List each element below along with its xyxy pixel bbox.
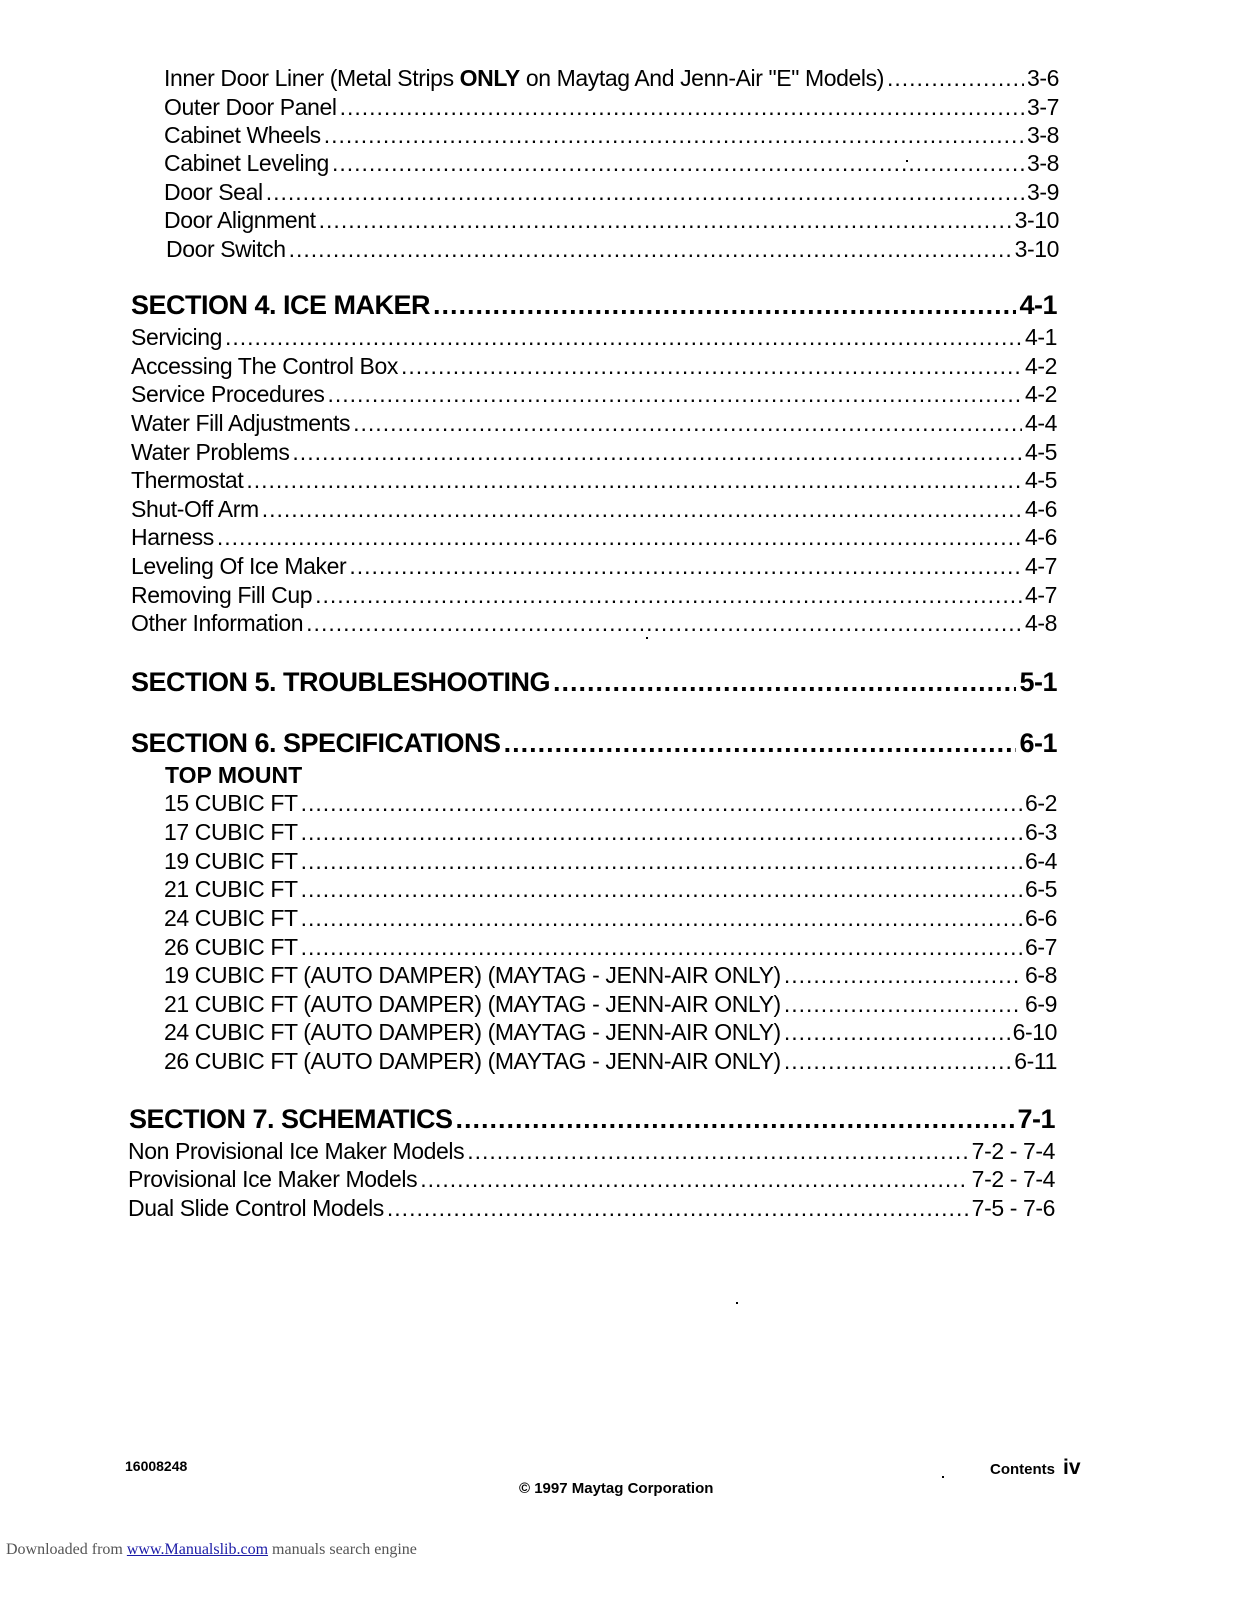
- toc-entry: [131, 610, 1057, 637]
- section-heading: [131, 728, 1057, 759]
- toc-entry-page: 4-6: [1024, 524, 1057, 550]
- toc-entry-label: Door Seal: [164, 179, 263, 205]
- contents-label: Contents: [990, 1461, 1055, 1478]
- toc-entry-label-cont: on Maytag And Jenn-Air "E" Models): [519, 65, 884, 91]
- toc-entry-label: Removing Fill Cup: [131, 582, 313, 608]
- toc-entry-page: 4-1: [1024, 324, 1057, 350]
- dot-leader: [324, 122, 1024, 149]
- dot-leader: [420, 1166, 968, 1193]
- toc-entry-page: 3-9: [1026, 179, 1059, 205]
- toc-entry-label: Outer Door Panel: [164, 94, 337, 120]
- dot-leader: [340, 94, 1024, 121]
- dot-leader: [387, 1195, 969, 1222]
- toc-entry: [164, 848, 1057, 875]
- toc-entry: [128, 1166, 1055, 1193]
- toc-entry: [164, 207, 1059, 234]
- toc-entry-label: 19 CUBIC FT (AUTO DAMPER) (MAYTAG - JENN-AIR ONLY): [164, 962, 781, 988]
- dot-leader: [784, 991, 1022, 1018]
- section-heading: [129, 1104, 1055, 1135]
- toc-entry-page: 7-2 - 7-4: [971, 1166, 1055, 1192]
- dot-leader: [328, 381, 1022, 408]
- dot-leader: [266, 179, 1024, 206]
- dot-leader: [353, 410, 1022, 437]
- toc-entry-page: 6-11: [1014, 1048, 1057, 1074]
- toc-entry: [164, 150, 1059, 177]
- dot-leader: [349, 553, 1022, 580]
- dot-leader: [401, 353, 1022, 380]
- dot-leader: [301, 876, 1022, 903]
- toc-entry-label: 19 CUBIC FT: [164, 848, 298, 874]
- toc-entry-label: Door Alignment: [164, 207, 316, 233]
- section-title: SECTION 6. SPECIFICATIONS: [131, 728, 501, 758]
- toc-entry-label: 15 CUBIC FT: [164, 790, 298, 816]
- toc-entry-label: 24 CUBIC FT: [164, 905, 298, 931]
- toc-entry-page: 6-7: [1024, 934, 1057, 960]
- toc-entry: [131, 582, 1057, 609]
- page-number: iv: [1063, 1456, 1081, 1479]
- dot-leader: [332, 150, 1024, 177]
- toc-entry-page: 6-9: [1024, 991, 1057, 1017]
- toc-entry-label: Dual Slide Control Models: [128, 1195, 384, 1221]
- section-title: SECTION 7. SCHEMATICS: [129, 1104, 453, 1134]
- toc-entry-page: 4-7: [1024, 582, 1057, 608]
- dot-leader: [467, 1138, 968, 1165]
- toc-entry-page: 4-2: [1024, 381, 1057, 407]
- toc-entry-label: Servicing: [131, 324, 222, 350]
- toc-entry-page: 4-5: [1024, 467, 1057, 493]
- dot-leader: [289, 236, 1012, 263]
- dot-leader: [306, 610, 1022, 637]
- toc-entry: [164, 65, 1059, 92]
- toc-entry-page: 4-8: [1024, 610, 1057, 636]
- scan-speck: [906, 160, 908, 162]
- dot-leader: [784, 962, 1022, 989]
- toc-entry: [164, 934, 1057, 961]
- toc-entry-page: 3-10: [1014, 236, 1059, 262]
- dot-leader: [301, 934, 1022, 961]
- dot-leader: [246, 467, 1022, 494]
- dot-leader: [315, 582, 1022, 609]
- toc-entry-label: 24 CUBIC FT (AUTO DAMPER) (MAYTAG - JENN-AIR ONLY): [164, 1019, 781, 1045]
- scan-speck: [736, 1302, 738, 1304]
- toc-entry: [131, 553, 1057, 580]
- manualslib-link[interactable]: www.Manualslib.com: [126, 1541, 269, 1558]
- toc-entry-page: 6-3: [1024, 819, 1057, 845]
- toc-entry: [131, 410, 1057, 437]
- toc-entry-page: 6-8: [1024, 962, 1057, 988]
- toc-entry: [164, 94, 1059, 121]
- toc-entry-label: Shut-Off Arm: [131, 496, 259, 522]
- toc-entry-page: 6-10: [1012, 1019, 1057, 1045]
- toc-entry-label: Service Procedures: [131, 381, 325, 407]
- document-number: 16008248: [125, 1458, 188, 1474]
- toc-entry-label: Water Problems: [131, 439, 290, 465]
- toc-entry: [164, 122, 1059, 149]
- toc-entry-label: 21 CUBIC FT: [164, 876, 298, 902]
- dot-leader: [292, 439, 1022, 466]
- toc-entry-label: Water Fill Adjustments: [131, 410, 351, 436]
- toc-entry: [164, 905, 1057, 932]
- download-notice: [6, 1541, 417, 1559]
- toc-entry-label: 17 CUBIC FT: [164, 819, 298, 845]
- toc-entry: [131, 496, 1057, 523]
- dot-leader: [784, 1019, 1010, 1046]
- subsection-heading: TOP MOUNT: [165, 762, 303, 788]
- toc-entry-page: 3-7: [1026, 94, 1059, 120]
- scan-speck: [646, 637, 648, 639]
- toc-entry: [164, 790, 1057, 817]
- toc-entry-label: Leveling Of Ice Maker: [131, 553, 347, 579]
- dot-leader: [301, 819, 1022, 846]
- page-footer: [990, 1456, 1081, 1480]
- toc-entry: [164, 1019, 1057, 1046]
- toc-entry: [164, 819, 1057, 846]
- toc-entry: [131, 324, 1057, 351]
- toc-entry: [164, 991, 1057, 1018]
- toc-entry: [164, 876, 1057, 903]
- section-heading: [131, 290, 1057, 321]
- dot-leader: [456, 1104, 1015, 1135]
- toc-entry-label: Other Information: [131, 610, 304, 636]
- dot-leader: [319, 207, 1012, 234]
- toc-entry-label: Non Provisional Ice Maker Models: [128, 1138, 465, 1164]
- toc-entry: [166, 236, 1059, 263]
- dot-leader: [433, 290, 1016, 321]
- toc-entry-label: Cabinet Wheels: [164, 122, 321, 148]
- dot-leader: [217, 524, 1022, 551]
- toc-entry: [164, 179, 1059, 206]
- toc-entry-page: 3-8: [1026, 150, 1059, 176]
- toc-entry-page: 6-6: [1024, 905, 1057, 931]
- dot-leader: [225, 324, 1022, 351]
- dot-leader: [887, 65, 1024, 92]
- toc-entry-label: Door Switch: [166, 236, 286, 262]
- toc-entry-emphasis: ONLY: [459, 65, 520, 91]
- toc-entry-label: Accessing The Control Box: [131, 353, 398, 379]
- dot-leader: [301, 790, 1022, 817]
- toc-entry: [131, 381, 1057, 408]
- toc-entry-page: 6-4: [1024, 848, 1057, 874]
- toc-entry-label: Provisional Ice Maker Models: [128, 1166, 418, 1192]
- section-page: 5-1: [1019, 667, 1057, 697]
- scan-speck: [942, 1476, 944, 1478]
- toc-entry-page: 7-5 - 7-6: [971, 1195, 1055, 1221]
- section-page: 4-1: [1019, 290, 1057, 320]
- toc-entry-page: 4-5: [1024, 439, 1057, 465]
- section-heading: [131, 667, 1057, 698]
- download-suffix: manuals search engine: [268, 1541, 417, 1558]
- dot-leader: [262, 496, 1022, 523]
- toc-entry: [131, 439, 1057, 466]
- dot-leader: [784, 1048, 1011, 1075]
- dot-leader: [301, 848, 1022, 875]
- toc-entry-label: 21 CUBIC FT (AUTO DAMPER) (MAYTAG - JENN-AIR ONLY): [164, 991, 781, 1017]
- toc-entry-label: Inner Door Liner (Metal Strips: [164, 65, 460, 91]
- toc-entry-page: 4-4: [1024, 410, 1057, 436]
- toc-entry-page: 3-6: [1026, 65, 1059, 91]
- toc-entry: [131, 467, 1057, 494]
- toc-entry-page: 7-2 - 7-4: [971, 1138, 1055, 1164]
- toc-entry-label: 26 CUBIC FT (AUTO DAMPER) (MAYTAG - JENN-AIR ONLY): [164, 1048, 781, 1074]
- section-page: 7-1: [1017, 1104, 1055, 1134]
- toc-entry: [164, 1048, 1057, 1075]
- toc-entry: [164, 962, 1057, 989]
- toc-entry: [131, 353, 1057, 380]
- toc-entry-page: 3-10: [1014, 207, 1059, 233]
- toc-entry: [128, 1195, 1055, 1222]
- dot-leader: [504, 728, 1017, 759]
- copyright-notice: © 1997 Maytag Corporation: [519, 1480, 714, 1497]
- dot-leader: [553, 667, 1016, 698]
- section-title: SECTION 4. ICE MAKER: [131, 290, 431, 320]
- toc-entry-page: 6-5: [1024, 876, 1057, 902]
- download-prefix: Downloaded from: [6, 1541, 127, 1558]
- dot-leader: [301, 905, 1022, 932]
- toc-entry-page: 4-2: [1024, 353, 1057, 379]
- toc-entry-label: Thermostat: [131, 467, 244, 493]
- toc-entry-label: 26 CUBIC FT: [164, 934, 298, 960]
- toc-entry-page: 6-2: [1024, 790, 1057, 816]
- section-page: 6-1: [1019, 728, 1057, 758]
- toc-entry-page: 3-8: [1026, 122, 1059, 148]
- toc-entry-page: 4-7: [1024, 553, 1057, 579]
- section-title: SECTION 5. TROUBLESHOOTING: [131, 667, 551, 697]
- toc-entry-page: 4-6: [1024, 496, 1057, 522]
- toc-entry: [128, 1138, 1055, 1165]
- toc-entry: [131, 524, 1057, 551]
- toc-entry-label: Cabinet Leveling: [164, 150, 329, 176]
- toc-entry-label: Harness: [131, 524, 214, 550]
